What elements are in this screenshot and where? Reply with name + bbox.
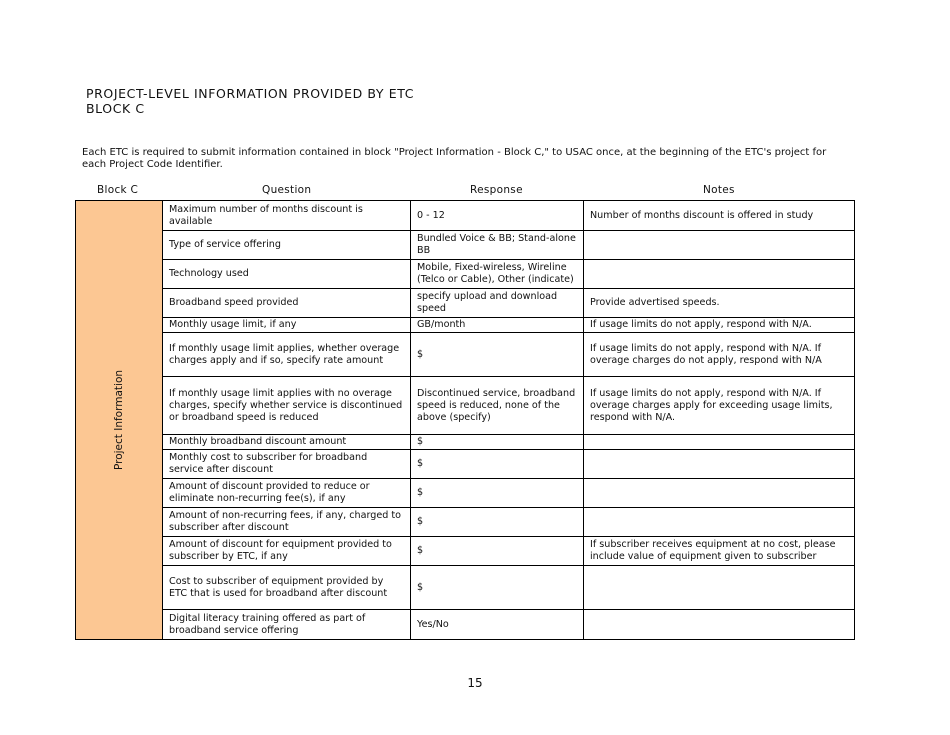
table-row bbox=[76, 508, 855, 537]
response-cell: $ bbox=[411, 450, 584, 479]
question-cell: Maximum number of months discount is available bbox=[163, 201, 411, 231]
notes-cell bbox=[584, 610, 855, 640]
table-row bbox=[76, 201, 855, 231]
table-row bbox=[76, 566, 855, 610]
table-row bbox=[76, 450, 855, 479]
intro-paragraph: Each ETC is required to submit information contained in block "Project Information - Block C," to USAC once, at the beginning of the ETC's project for each Project Code Identifier. bbox=[82, 147, 827, 170]
page-number: 15 bbox=[467, 676, 483, 690]
question-cell: Amount of non-recurring fees, if any, charged to subscriber after discount bbox=[163, 508, 411, 537]
question-cell: Monthly cost to subscriber for broadband service after discount bbox=[163, 450, 411, 479]
table-row bbox=[76, 318, 855, 333]
response-cell: Bundled Voice & BB; Stand-alone BB bbox=[411, 231, 584, 260]
notes-cell bbox=[584, 566, 855, 610]
response-cell: $ bbox=[411, 508, 584, 537]
document-title bbox=[86, 86, 414, 116]
side-label-cell bbox=[76, 201, 163, 640]
question-cell: If monthly usage limit applies with no overage charges, specify whether service is discontinued or broadband speed is reduced bbox=[163, 377, 411, 435]
table-row bbox=[76, 479, 855, 508]
response-cell: $ bbox=[411, 566, 584, 610]
header-response: Response bbox=[470, 184, 523, 196]
notes-cell bbox=[584, 508, 855, 537]
table-row bbox=[76, 231, 855, 260]
table-row bbox=[76, 333, 855, 377]
title-line-1: PROJECT-LEVEL INFORMATION PROVIDED BY ETC bbox=[86, 86, 415, 101]
response-cell: $ bbox=[411, 435, 584, 450]
response-cell: Discontinued service, broadband speed is reduced, none of the above (specify) bbox=[411, 377, 584, 435]
title-line-2: BLOCK C bbox=[86, 101, 145, 116]
question-cell: Monthly broadband discount amount bbox=[163, 435, 411, 450]
notes-cell bbox=[584, 450, 855, 479]
response-cell: specify upload and download speed bbox=[411, 289, 584, 318]
response-cell: $ bbox=[411, 333, 584, 377]
notes-cell bbox=[584, 260, 855, 289]
notes-cell: If usage limits do not apply, respond with N/A. If overage charges do not apply, respond with N/A bbox=[584, 333, 855, 377]
notes-cell: Number of months discount is offered in study bbox=[584, 201, 855, 231]
notes-cell: If usage limits do not apply, respond with N/A. If overage charges apply for exceeding usage limits, respond with N/A. bbox=[584, 377, 855, 435]
question-cell: Technology used bbox=[163, 260, 411, 289]
question-cell: Amount of discount for equipment provided to subscriber by ETC, if any bbox=[163, 537, 411, 566]
notes-cell bbox=[584, 435, 855, 450]
notes-cell bbox=[584, 231, 855, 260]
question-cell: Cost to subscriber of equipment provided by ETC that is used for broadband after discount bbox=[163, 566, 411, 610]
table-row bbox=[76, 435, 855, 450]
question-cell: Broadband speed provided bbox=[163, 289, 411, 318]
header-notes: Notes bbox=[703, 184, 735, 196]
response-cell: $ bbox=[411, 479, 584, 508]
project-info-table bbox=[75, 200, 855, 640]
response-cell: $ bbox=[411, 537, 584, 566]
question-cell: If monthly usage limit applies, whether overage charges apply and if so, specify rate amount bbox=[163, 333, 411, 377]
table-row bbox=[76, 537, 855, 566]
response-cell: 0 - 12 bbox=[411, 201, 584, 231]
question-cell: Amount of discount provided to reduce or eliminate non-recurring fee(s), if any bbox=[163, 479, 411, 508]
response-cell: GB/month bbox=[411, 318, 584, 333]
table-row bbox=[76, 377, 855, 435]
side-label: Project Information bbox=[113, 369, 125, 471]
notes-cell: If subscriber receives equipment at no cost, please include value of equipment given to subscriber bbox=[584, 537, 855, 566]
notes-cell bbox=[584, 479, 855, 508]
question-cell: Type of service offering bbox=[163, 231, 411, 260]
table-row bbox=[76, 260, 855, 289]
notes-cell: If usage limits do not apply, respond with N/A. bbox=[584, 318, 855, 333]
response-cell: Yes/No bbox=[411, 610, 584, 640]
question-cell: Monthly usage limit, if any bbox=[163, 318, 411, 333]
header-question: Question bbox=[262, 184, 312, 196]
table-row bbox=[76, 610, 855, 640]
response-cell: Mobile, Fixed-wireless, Wireline (Telco or Cable), Other (indicate) bbox=[411, 260, 584, 289]
question-cell: Digital literacy training offered as part of broadband service offering bbox=[163, 610, 411, 640]
table-row bbox=[76, 289, 855, 318]
notes-cell: Provide advertised speeds. bbox=[584, 289, 855, 318]
header-block: Block C bbox=[97, 184, 139, 196]
